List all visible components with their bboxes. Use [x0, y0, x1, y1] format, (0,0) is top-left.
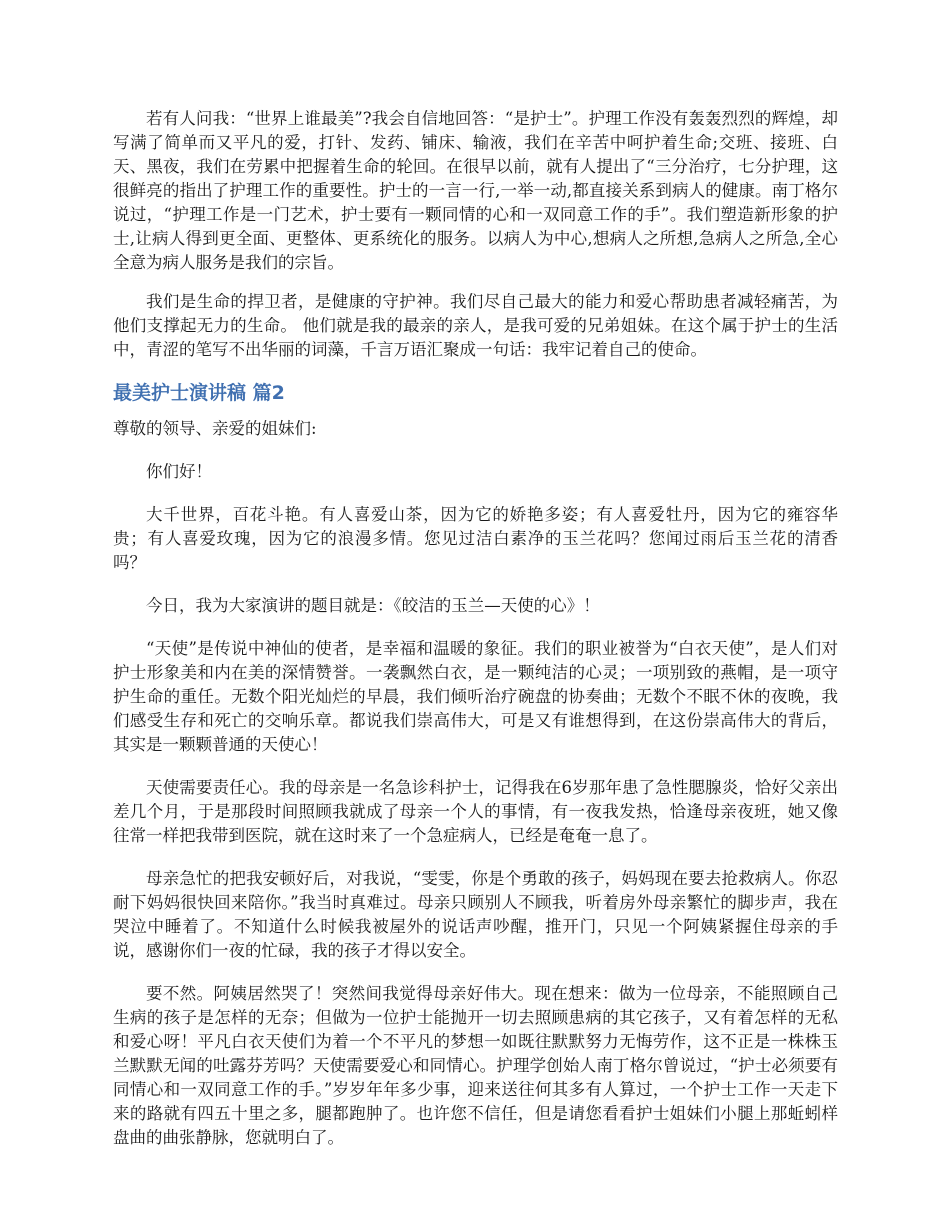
- paragraph: 要不然。阿姨居然哭了！突然间我觉得母亲好伟大。现在想来：做为一位母亲，不能照顾自己生病的孩子是怎样的无奈；但做为一位护士能抛开一切去照顾患病的其它孩子，又有着怎样的无私和爱心呀！平凡白衣天使们为着一个不平凡的梦想一如既往默默努力无悔劳作，这不正是一株株玉兰默默无闻的吐露芬芳吗？天使需要爱心和同情心。护理学创始人南丁格尔曾说过，“护士必须要有同情心和一双同意工作的手。”岁岁年年多少事，迎来送往何其多有人算过，一个护士工作一天走下来的路就有四五十里之多，腿都跑肿了。也许您不信任，但是请您看看护士姐妹们小腿上那蚯蚓样盘曲的曲张静脉，您就明白了。: [113, 984, 838, 1147]
- paragraph: “天使”是传说中神仙的使者，是幸福和温暖的象征。我们的职业被誉为“白衣天使”，是人们对护士形象美和内在美的深情赞誉。一袭飘然白衣，是一颗纯洁的心灵；一项别致的燕帽，是一项守护生命的重任。无数个阳光灿烂的早晨，我们倾听治疗碗盘的协奏曲；无数个不眠不休的夜晚，我们感受生存和死亡的交响乐章。都说我们崇高伟大，可是又有谁想得到，在这份崇高伟大的背后，其实是一颗颗普通的天使心！: [113, 639, 838, 754]
- paragraph: 我们是生命的捍卫者，是健康的守护神。我们尽自己最大的能力和爱心帮助患者减轻痛苦，为他们支撑起无力的生命。 他们就是我的最亲的亲人，是我可爱的兄弟姐妹。在这个属于护士的生活中，青涩的笔写不出华丽的词藻，千言万语汇聚成一句话：我牢记着自己的使命。: [113, 292, 838, 359]
- paragraph: 母亲急忙的把我安顿好后，对我说，“雯雯，你是个勇敢的孩子，妈妈现在要去抢救病人。你忍耐下妈妈很快回来陪你。”我当时真难过。母亲只顾别人不顾我，听着房外母亲繁忙的脚步声，我在哭泣中睡着了。不知道什么时候我被屋外的说话声吵醒，推开门，只见一个阿姨紧握住母亲的手说，感谢你们一夜的忙碌，我的孩子才得以安全。: [113, 869, 838, 960]
- speech-title-line: 今日，我为大家演讲的题目就是：《皎洁的玉兰—天使的心》！: [146, 596, 600, 615]
- section-heading: 最美护士演讲稿 篇2: [113, 382, 285, 404]
- salutation: 尊敬的领导、亲爱的姐妹们:: [113, 419, 317, 438]
- paragraph: 天使需要责任心。我的母亲是一名急诊科护士，记得我在6岁那年患了急性腮腺炎，恰好父亲出差几个月，于是那段时间照顾我就成了母亲一个人的事情，有一夜我发热，恰逢母亲夜班，她又像往常一样把我带到医院，就在这时来了一个急症病人，已经是奄奄一息了。: [113, 778, 838, 845]
- paragraph: 若有人问我：“世界上谁最美”?我会自信地回答：“是护士”。护理工作没有轰轰烈烈的辉煌，却写满了简单而又平凡的爱，打针、发药、铺床、输液，我们在辛苦中呵护着生命;交班、接班、白天、黑夜，我们在劳累中把握着生命的轮回。在很早以前，就有人提出了“三分治疗，七分护理，这很鲜亮的指出了护理工作的重要性。护士的一言一行,一举一动,都直接关系到病人的健康。南丁格尔说过，“护理工作是一门艺术，护士要有一颗同情的心和一双同意工作的手”。我们塑造新形象的护士,让病人得到更全面、更整体、更系统化的服务。以病人为中心,想病人之所想,急病人之所急,全心全意为病人服务是我们的宗旨。: [113, 109, 838, 272]
- paragraph: 大千世界，百花斗艳。有人喜爱山茶，因为它的娇艳多姿；有人喜爱牡丹，因为它的雍容华贵；有人喜爱玫瑰，因为它的浪漫多情。您见过洁白素净的玉兰花吗？您闻过雨后玉兰花的清香吗？: [113, 505, 838, 572]
- greeting: 你们好！: [146, 462, 212, 481]
